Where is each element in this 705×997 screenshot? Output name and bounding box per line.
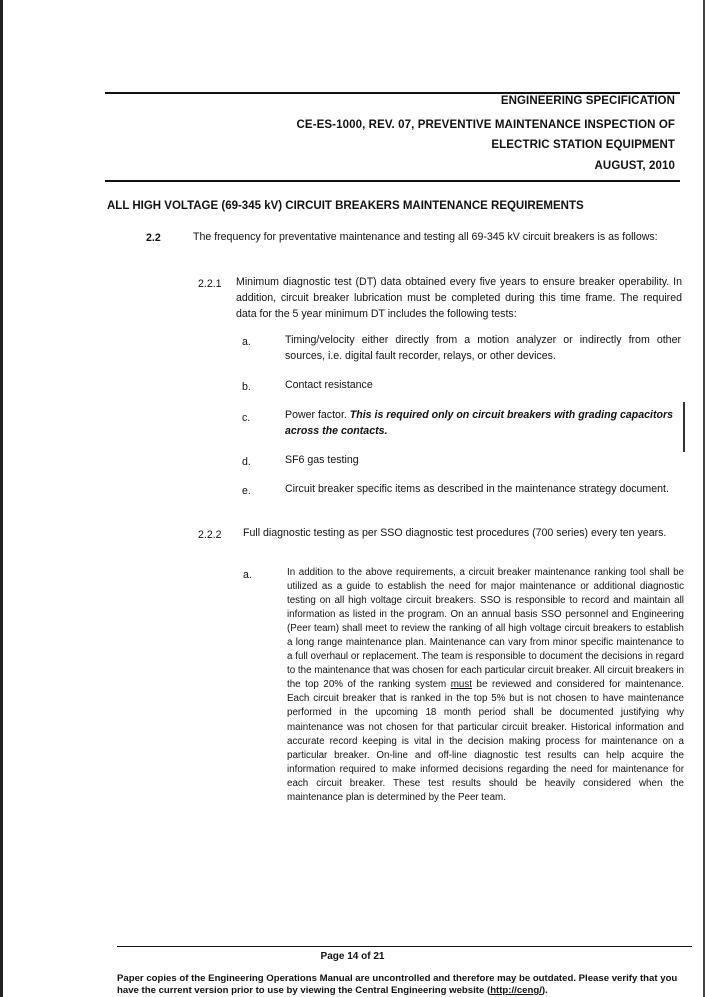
item-letter: a. xyxy=(243,569,252,581)
item-c xyxy=(285,407,681,439)
paragraph-part: In addition to the above requirements, a circuit breaker maintenance ranking tool shall be utilized as a guide to establish the need for major maintenance or additional diagnostic testing on all high voltage circuit breakers. SSO is responsible to record and maintain all information as listed in the program. On an annual basis SSO personnel and Engineering (Peer team) shall meet to review the ranking of all high voltage circuit breakers to establish a long range maintenance plan. Maintenance can vary from minor specific maintenance to a full overhaul or replacement. The team is responsible to document the decisions in regard to the maintenance that was chosen for each particular circuit breaker. All circuit breakers in the top 20% of the ranking system xyxy=(287,567,684,691)
item-letter: c. xyxy=(242,412,251,424)
clause-number-2-2: 2.2 xyxy=(146,232,161,244)
footer-text: Paper copies of the Engineering Operations Manual are uncontrolled and therefore may be outdated. Please verify that you have the current version prior to use by viewing the Central Engineering website ( xyxy=(117,973,678,996)
clause-text-2-2: The frequency for preventative maintenance and testing all 69-345 kV circuit breakers is as follows: xyxy=(193,231,658,243)
page-number: Page 14 of 21 xyxy=(320,951,385,962)
underlined-word: must xyxy=(450,679,472,691)
header-subtitle: ELECTRIC STATION EQUIPMENT xyxy=(491,139,675,151)
item-text: Power factor. xyxy=(285,409,347,421)
item-text: SF6 gas testing xyxy=(285,454,359,466)
footer-note xyxy=(117,973,692,997)
clause-number-2-2-2: 2.2.2 xyxy=(198,529,222,541)
revision-bar xyxy=(683,402,685,452)
header-title: ENGINEERING SPECIFICATION xyxy=(500,95,675,107)
clause-text-2-2-2: Full diagnostic testing as per SSO diagnostic test procedures (700 series) every ten years. xyxy=(243,527,667,539)
item-text: Contact resistance xyxy=(285,379,373,391)
item-text: Timing/velocity either directly from a motion analyzer or indirectly from other sources, i.e. digital fault recorder, relays, or other devices. xyxy=(285,334,681,362)
header-doc-id: CE-ES-1000, REV. 07, PREVENTIVE MAINTENANCE INSPECTION OF xyxy=(296,119,675,131)
section-title: ALL HIGH VOLTAGE (69-345 kV) CIRCUIT BREAKERS MAINTENANCE REQUIREMENTS xyxy=(107,200,584,212)
header-top-rule xyxy=(105,92,680,94)
item-letter: d. xyxy=(242,456,251,468)
clause-number-2-2-1: 2.2.1 xyxy=(198,278,222,290)
item-text-2-2-2-a xyxy=(287,566,684,805)
item-letter: e. xyxy=(242,485,251,497)
paragraph-part: be reviewed and considered for maintenance. Each circuit breaker that is ranked in the top 5% but is not chosen to have maintenance performed in the upcoming 18 month period shall be documented justifying why maintenance was not chosen for that particular circuit breaker. Historical information and accurate record keeping is vital in the decision making process for maintenance on a particular breaker. On-line and off-line diagnostic test results can help acquire the information required to make informed decisions regarding the need for maintenance for each circuit breaker. These test results should be heavily considered when the maintenance plan is determined by the Peer team. xyxy=(287,679,684,803)
footer-rule xyxy=(117,946,692,947)
central-engineering-link[interactable]: http://ceng/ xyxy=(490,985,542,996)
item-letter: b. xyxy=(242,381,251,393)
header-bottom-rule xyxy=(105,180,680,182)
footer-text-end: ). xyxy=(541,985,548,996)
item-text: Circuit breaker specific items as described in the maintenance strategy document. xyxy=(285,483,669,495)
clause-text-2-2-1: Minimum diagnostic test (DT) data obtained every five years to ensure breaker operability. In addition, circuit breaker lubrication must be completed during this time frame. The required data for the 5 year minimum DT includes the following tests: xyxy=(236,276,682,320)
header-date: AUGUST, 2010 xyxy=(594,160,675,172)
item-emphasis: This is required only on circuit breakers with grading capacitors across the contacts. xyxy=(285,409,673,437)
item-letter: a. xyxy=(242,336,251,348)
scan-edge-left xyxy=(0,0,3,997)
